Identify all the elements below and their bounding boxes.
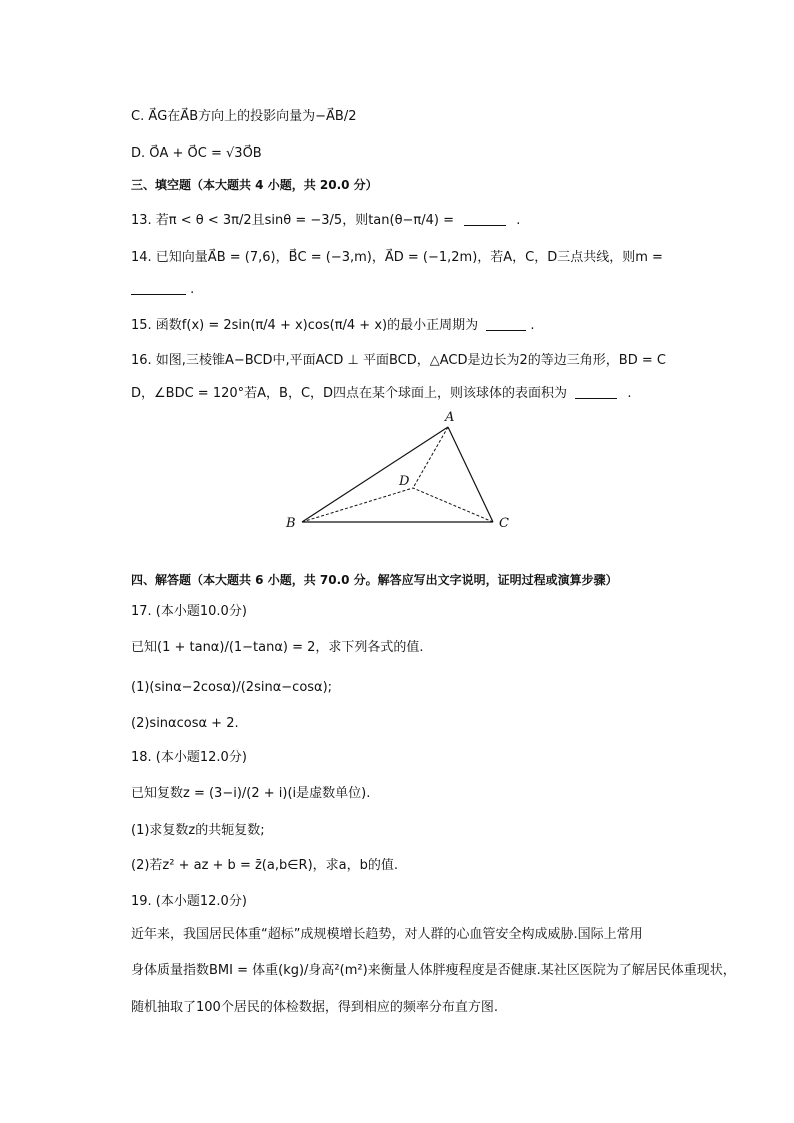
vertex-label-a: A bbox=[445, 410, 455, 425]
question-15-text: 15. 函数f(x) = 2sin(π/4 + x)cos(π/4 + x)的最小正周期为 bbox=[131, 318, 479, 333]
question-14-end: . bbox=[190, 282, 195, 297]
question-19-line-1: 近年来，我国居民体重“超标”成规模增长趋势，对人群的心血管安全构成威胁.国际上常用 bbox=[131, 927, 643, 942]
question-13-text: 13. 若π < θ < 3π/2且sinθ = −3/5，则tan(θ−π/4) = bbox=[131, 213, 454, 228]
edge-ac bbox=[448, 427, 493, 522]
answer-blank-14 bbox=[131, 282, 186, 295]
question-16-end: . bbox=[627, 386, 632, 401]
question-17-prompt: 已知(1 + tanα)/(1−tanα) = 2，求下列各式的值. bbox=[131, 640, 424, 655]
question-13-end: . bbox=[516, 213, 521, 228]
question-18-prompt: 已知复数z = (3−i)/(2 + i)(i是虚数单位). bbox=[131, 786, 371, 801]
question-16-text: D，∠BDC = 120°若A，B，C，D四点在某个球面上，则该球体的表面积为 bbox=[131, 386, 568, 401]
question-16: 16. 如图,三棱锥A−BCD中,平面ACD ⊥ 平面BCD，△ACD是边长为2的等边三角形，BD = C bbox=[131, 353, 666, 368]
option-c: C. A⃗G在A⃗B方向上的投影向量为−A⃗B/2 bbox=[131, 109, 357, 124]
question-15 bbox=[131, 317, 535, 335]
vertex-label-d: D bbox=[399, 474, 410, 489]
question-19-header: 19. (本小题12.0分) bbox=[131, 894, 247, 909]
pyramid-diagram bbox=[280, 406, 520, 534]
edge-ad bbox=[413, 427, 448, 488]
question-14-cont bbox=[131, 281, 194, 299]
answer-blank-13 bbox=[464, 213, 506, 226]
question-15-end: . bbox=[530, 318, 535, 333]
option-d: D. O⃗A + O⃗C = √3O⃗B bbox=[131, 146, 262, 161]
edge-bd bbox=[302, 488, 413, 522]
question-14: 14. 已知向量A⃗B = (7,6)，B⃗C = (−3,m)，A⃗D = (−1,2m)，若A，C，D三点共线，则m = bbox=[131, 250, 663, 265]
question-18-part-2: (2)若z² + az + b = z̄(a,b∈R)，求a，b的值. bbox=[131, 858, 398, 873]
question-16-cont bbox=[131, 385, 631, 403]
answer-blank-15 bbox=[486, 318, 526, 331]
edge-ab bbox=[302, 427, 448, 522]
answer-blank-16 bbox=[575, 386, 617, 399]
edge-cd bbox=[413, 488, 493, 522]
question-17-header: 17. (本小题10.0分) bbox=[131, 604, 247, 619]
question-17-part-1: (1)(sinα−2cosα)/(2sinα−cosα); bbox=[131, 680, 333, 695]
section-answer-heading: 四、解答题（本大题共 6 小题，共 70.0 分。解答应写出文字说明，证明过程或演算步骤） bbox=[131, 573, 618, 587]
section-fill-in-heading: 三、填空题（本大题共 4 小题，共 20.0 分） bbox=[131, 178, 378, 192]
question-18-part-1: (1)求复数z的共轭复数; bbox=[131, 823, 265, 838]
question-18-header: 18. (本小题12.0分) bbox=[131, 750, 247, 765]
vertex-label-b: B bbox=[286, 516, 296, 531]
question-13 bbox=[131, 212, 520, 230]
question-19-line-2: 身体质量指数BMI = 体重(kg)/身高²(m²)来衡量人体胖瘦程度是否健康.某社区医院为了解居民体重现状， bbox=[131, 963, 736, 978]
question-19-line-3: 随机抽取了100个居民的体检数据，得到相应的频率分布直方图. bbox=[131, 1000, 498, 1015]
question-17-part-2: (2)sinαcosα + 2. bbox=[131, 716, 239, 731]
vertex-label-c: C bbox=[499, 516, 509, 531]
